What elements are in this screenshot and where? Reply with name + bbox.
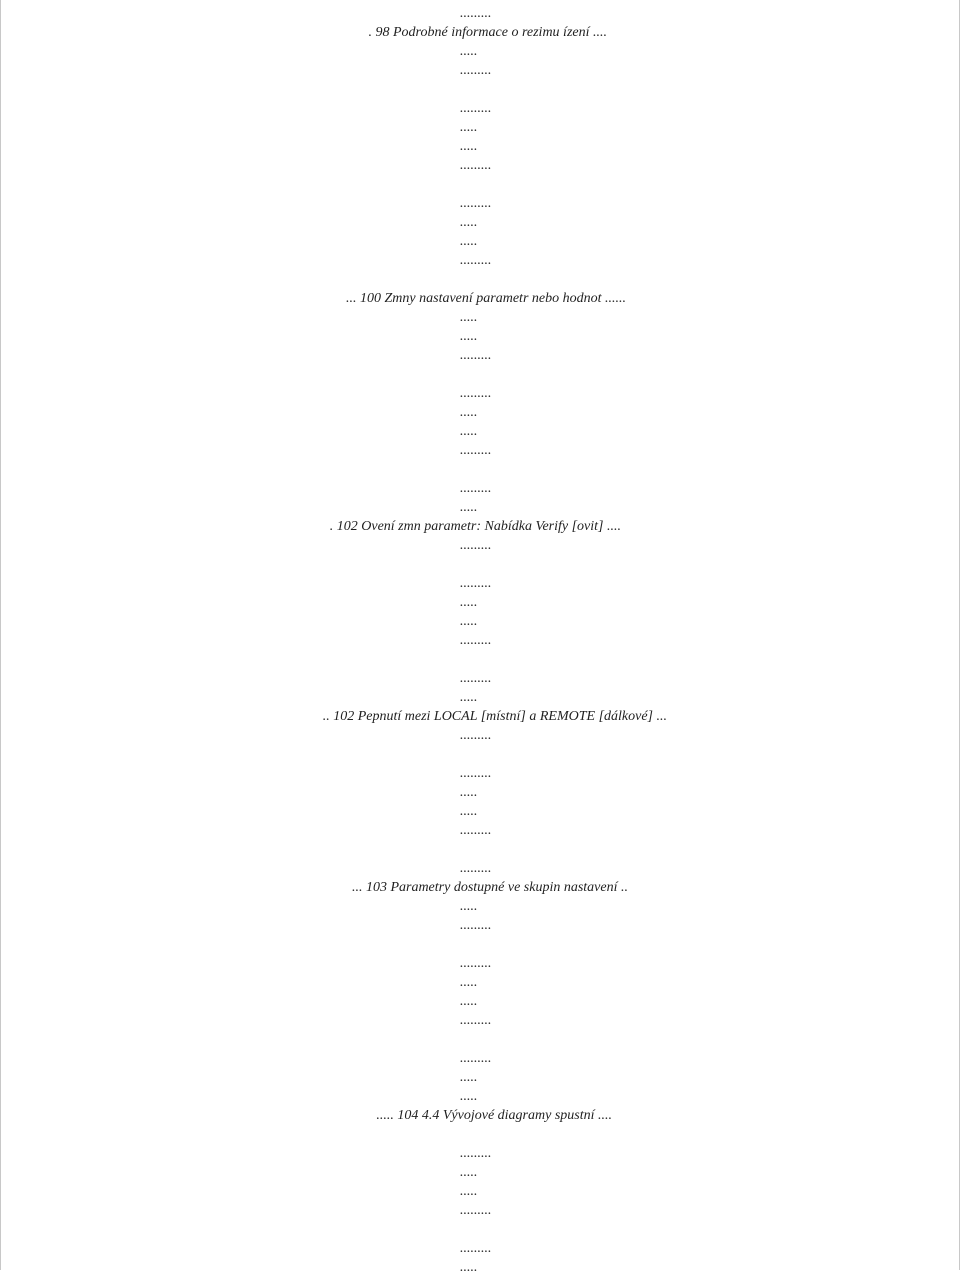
dot-leader: ......... bbox=[460, 823, 492, 838]
dot-leader: ..... bbox=[460, 804, 478, 819]
dot-leader-line bbox=[1, 783, 960, 802]
dot-leader-line bbox=[1, 726, 960, 745]
blank-line bbox=[1, 175, 960, 194]
dot-leader-line bbox=[1, 156, 960, 175]
dot-leader-line bbox=[1, 498, 960, 517]
blank-line bbox=[1, 1220, 960, 1239]
dot-leader-line bbox=[1, 422, 960, 441]
dot-leader-line bbox=[1, 403, 960, 422]
toc-entry-line bbox=[1, 707, 960, 726]
toc-entry-text: ..... 104 4.4 Vývojové diagramy spustní .... bbox=[376, 1108, 612, 1123]
dot-leader: ..... bbox=[460, 994, 478, 1009]
dot-leader: ......... bbox=[460, 576, 492, 591]
toc-entry-line bbox=[1, 878, 960, 897]
dot-leader-line bbox=[1, 1163, 960, 1182]
dot-leader: ......... bbox=[460, 196, 492, 211]
dot-leader: ..... bbox=[460, 139, 478, 154]
toc-entry-text: . 98 Podrobné informace o rezimu ízení .... bbox=[368, 25, 607, 40]
blank-line bbox=[1, 935, 960, 954]
dot-leader: ..... bbox=[460, 44, 478, 59]
blank-line bbox=[1, 270, 960, 289]
dot-leader-line bbox=[1, 61, 960, 80]
dot-leader-line bbox=[1, 954, 960, 973]
dot-leader: ......... bbox=[460, 671, 492, 686]
dot-leader-line bbox=[1, 346, 960, 365]
dot-leader: ......... bbox=[460, 766, 492, 781]
blank-line bbox=[1, 840, 960, 859]
dot-leader: ..... bbox=[460, 215, 478, 230]
toc-entry-line bbox=[1, 517, 960, 536]
dot-leader: ......... bbox=[460, 63, 492, 78]
dot-leader: ..... bbox=[460, 405, 478, 420]
dot-leader-line bbox=[1, 1201, 960, 1220]
dot-leader: ..... bbox=[460, 595, 478, 610]
dot-leader: ..... bbox=[460, 614, 478, 629]
dot-leader: ..... bbox=[460, 975, 478, 990]
dot-leader: ......... bbox=[460, 956, 492, 971]
dot-leader-line bbox=[1, 859, 960, 878]
dot-leader-line bbox=[1, 99, 960, 118]
dot-leader-line bbox=[1, 536, 960, 555]
dot-leader-line bbox=[1, 232, 960, 251]
blank-line bbox=[1, 460, 960, 479]
dot-leader: ......... bbox=[460, 386, 492, 401]
dot-leader: ..... bbox=[460, 1089, 478, 1104]
dot-leader: ......... bbox=[460, 253, 492, 268]
dot-leader: ......... bbox=[460, 1146, 492, 1161]
toc-entry-text: .. 102 Pepnutí mezi LOCAL [místní] a REMOTE [dálkové] ... bbox=[322, 709, 667, 724]
toc-entry-line bbox=[1, 23, 960, 42]
dot-leader-line bbox=[1, 194, 960, 213]
dot-leader: ..... bbox=[460, 1184, 478, 1199]
dot-leader-line bbox=[1, 688, 960, 707]
blank-line bbox=[1, 365, 960, 384]
dot-leader-line bbox=[1, 1068, 960, 1087]
dot-leader-line bbox=[1, 821, 960, 840]
dot-leader: ..... bbox=[460, 120, 478, 135]
dot-leader-line bbox=[1, 1144, 960, 1163]
toc-entry-text: ... 100 Zmny nastavení parametr nebo hodnot ...... bbox=[346, 291, 626, 306]
dot-leader: ......... bbox=[460, 1241, 492, 1256]
blank-line bbox=[1, 1125, 960, 1144]
dot-leader-line bbox=[1, 479, 960, 498]
toc-entry-line bbox=[1, 1106, 960, 1125]
blank-line bbox=[1, 745, 960, 764]
dot-leader-line bbox=[1, 441, 960, 460]
toc-entry-line bbox=[1, 289, 960, 308]
dot-leader: ......... bbox=[460, 1203, 492, 1218]
dot-leader-line bbox=[1, 42, 960, 61]
dot-leader-line bbox=[1, 213, 960, 232]
dot-leader-line bbox=[1, 973, 960, 992]
dot-leader-line bbox=[1, 4, 960, 23]
dot-leader-line bbox=[1, 669, 960, 688]
dot-leader-line bbox=[1, 137, 960, 156]
dot-leader: ..... bbox=[460, 1070, 478, 1085]
dot-leader: ..... bbox=[460, 234, 478, 249]
dot-leader-line bbox=[1, 1011, 960, 1030]
dot-leader: ......... bbox=[460, 633, 492, 648]
dot-leader-line bbox=[1, 593, 960, 612]
dot-leader: ......... bbox=[460, 728, 492, 743]
dot-leader: ..... bbox=[460, 785, 478, 800]
dot-leader-line bbox=[1, 802, 960, 821]
dot-leader-line bbox=[1, 308, 960, 327]
blank-line bbox=[1, 1030, 960, 1049]
dot-leader: ..... bbox=[460, 500, 478, 515]
dot-leader-line bbox=[1, 384, 960, 403]
dot-leader-line bbox=[1, 1239, 960, 1258]
toc-entry-text: . 102 Ovení zmn parametr: Nabídka Verify [ovit] .... bbox=[329, 519, 621, 534]
blank-line bbox=[1, 555, 960, 574]
dot-leader: ......... bbox=[460, 158, 492, 173]
dot-leader-line bbox=[1, 897, 960, 916]
dot-leader: ..... bbox=[460, 690, 478, 705]
dot-leader-line bbox=[1, 916, 960, 935]
dot-leader-line bbox=[1, 1182, 960, 1201]
dot-leader: ......... bbox=[460, 538, 492, 553]
dot-leader: ......... bbox=[460, 918, 492, 933]
blank-line bbox=[1, 80, 960, 99]
dot-leader: ......... bbox=[460, 443, 492, 458]
dot-leader: ......... bbox=[460, 101, 492, 116]
blank-line bbox=[1, 650, 960, 669]
dot-leader: ..... bbox=[460, 310, 478, 325]
dot-leader-line bbox=[1, 612, 960, 631]
dot-leader-line bbox=[1, 631, 960, 650]
dot-leader-line bbox=[1, 1087, 960, 1106]
dot-leader: ......... bbox=[460, 1051, 492, 1066]
toc-entry-text: ... 103 Parametry dostupné ve skupin nastavení .. bbox=[351, 880, 628, 895]
dot-leader: ..... bbox=[460, 424, 478, 439]
dot-leader-line bbox=[1, 1258, 960, 1277]
dot-leader: ..... bbox=[460, 1165, 478, 1180]
dot-leader: ......... bbox=[460, 348, 492, 363]
dot-leader: ..... bbox=[460, 899, 478, 914]
dot-leader: ......... bbox=[460, 1013, 492, 1028]
dot-leader-line bbox=[1, 251, 960, 270]
dot-leader: ..... bbox=[460, 329, 478, 344]
dot-leader: ..... bbox=[460, 1260, 478, 1275]
dot-leader-line bbox=[1, 1049, 960, 1068]
dot-leader: ......... bbox=[460, 861, 492, 876]
dot-leader-line bbox=[1, 327, 960, 346]
dot-leader-line bbox=[1, 992, 960, 1011]
dot-leader: ......... bbox=[460, 6, 492, 21]
dot-leader: ......... bbox=[460, 481, 492, 496]
dot-leader-line bbox=[1, 574, 960, 593]
dot-leader-line bbox=[1, 764, 960, 783]
dot-leader-line bbox=[1, 118, 960, 137]
